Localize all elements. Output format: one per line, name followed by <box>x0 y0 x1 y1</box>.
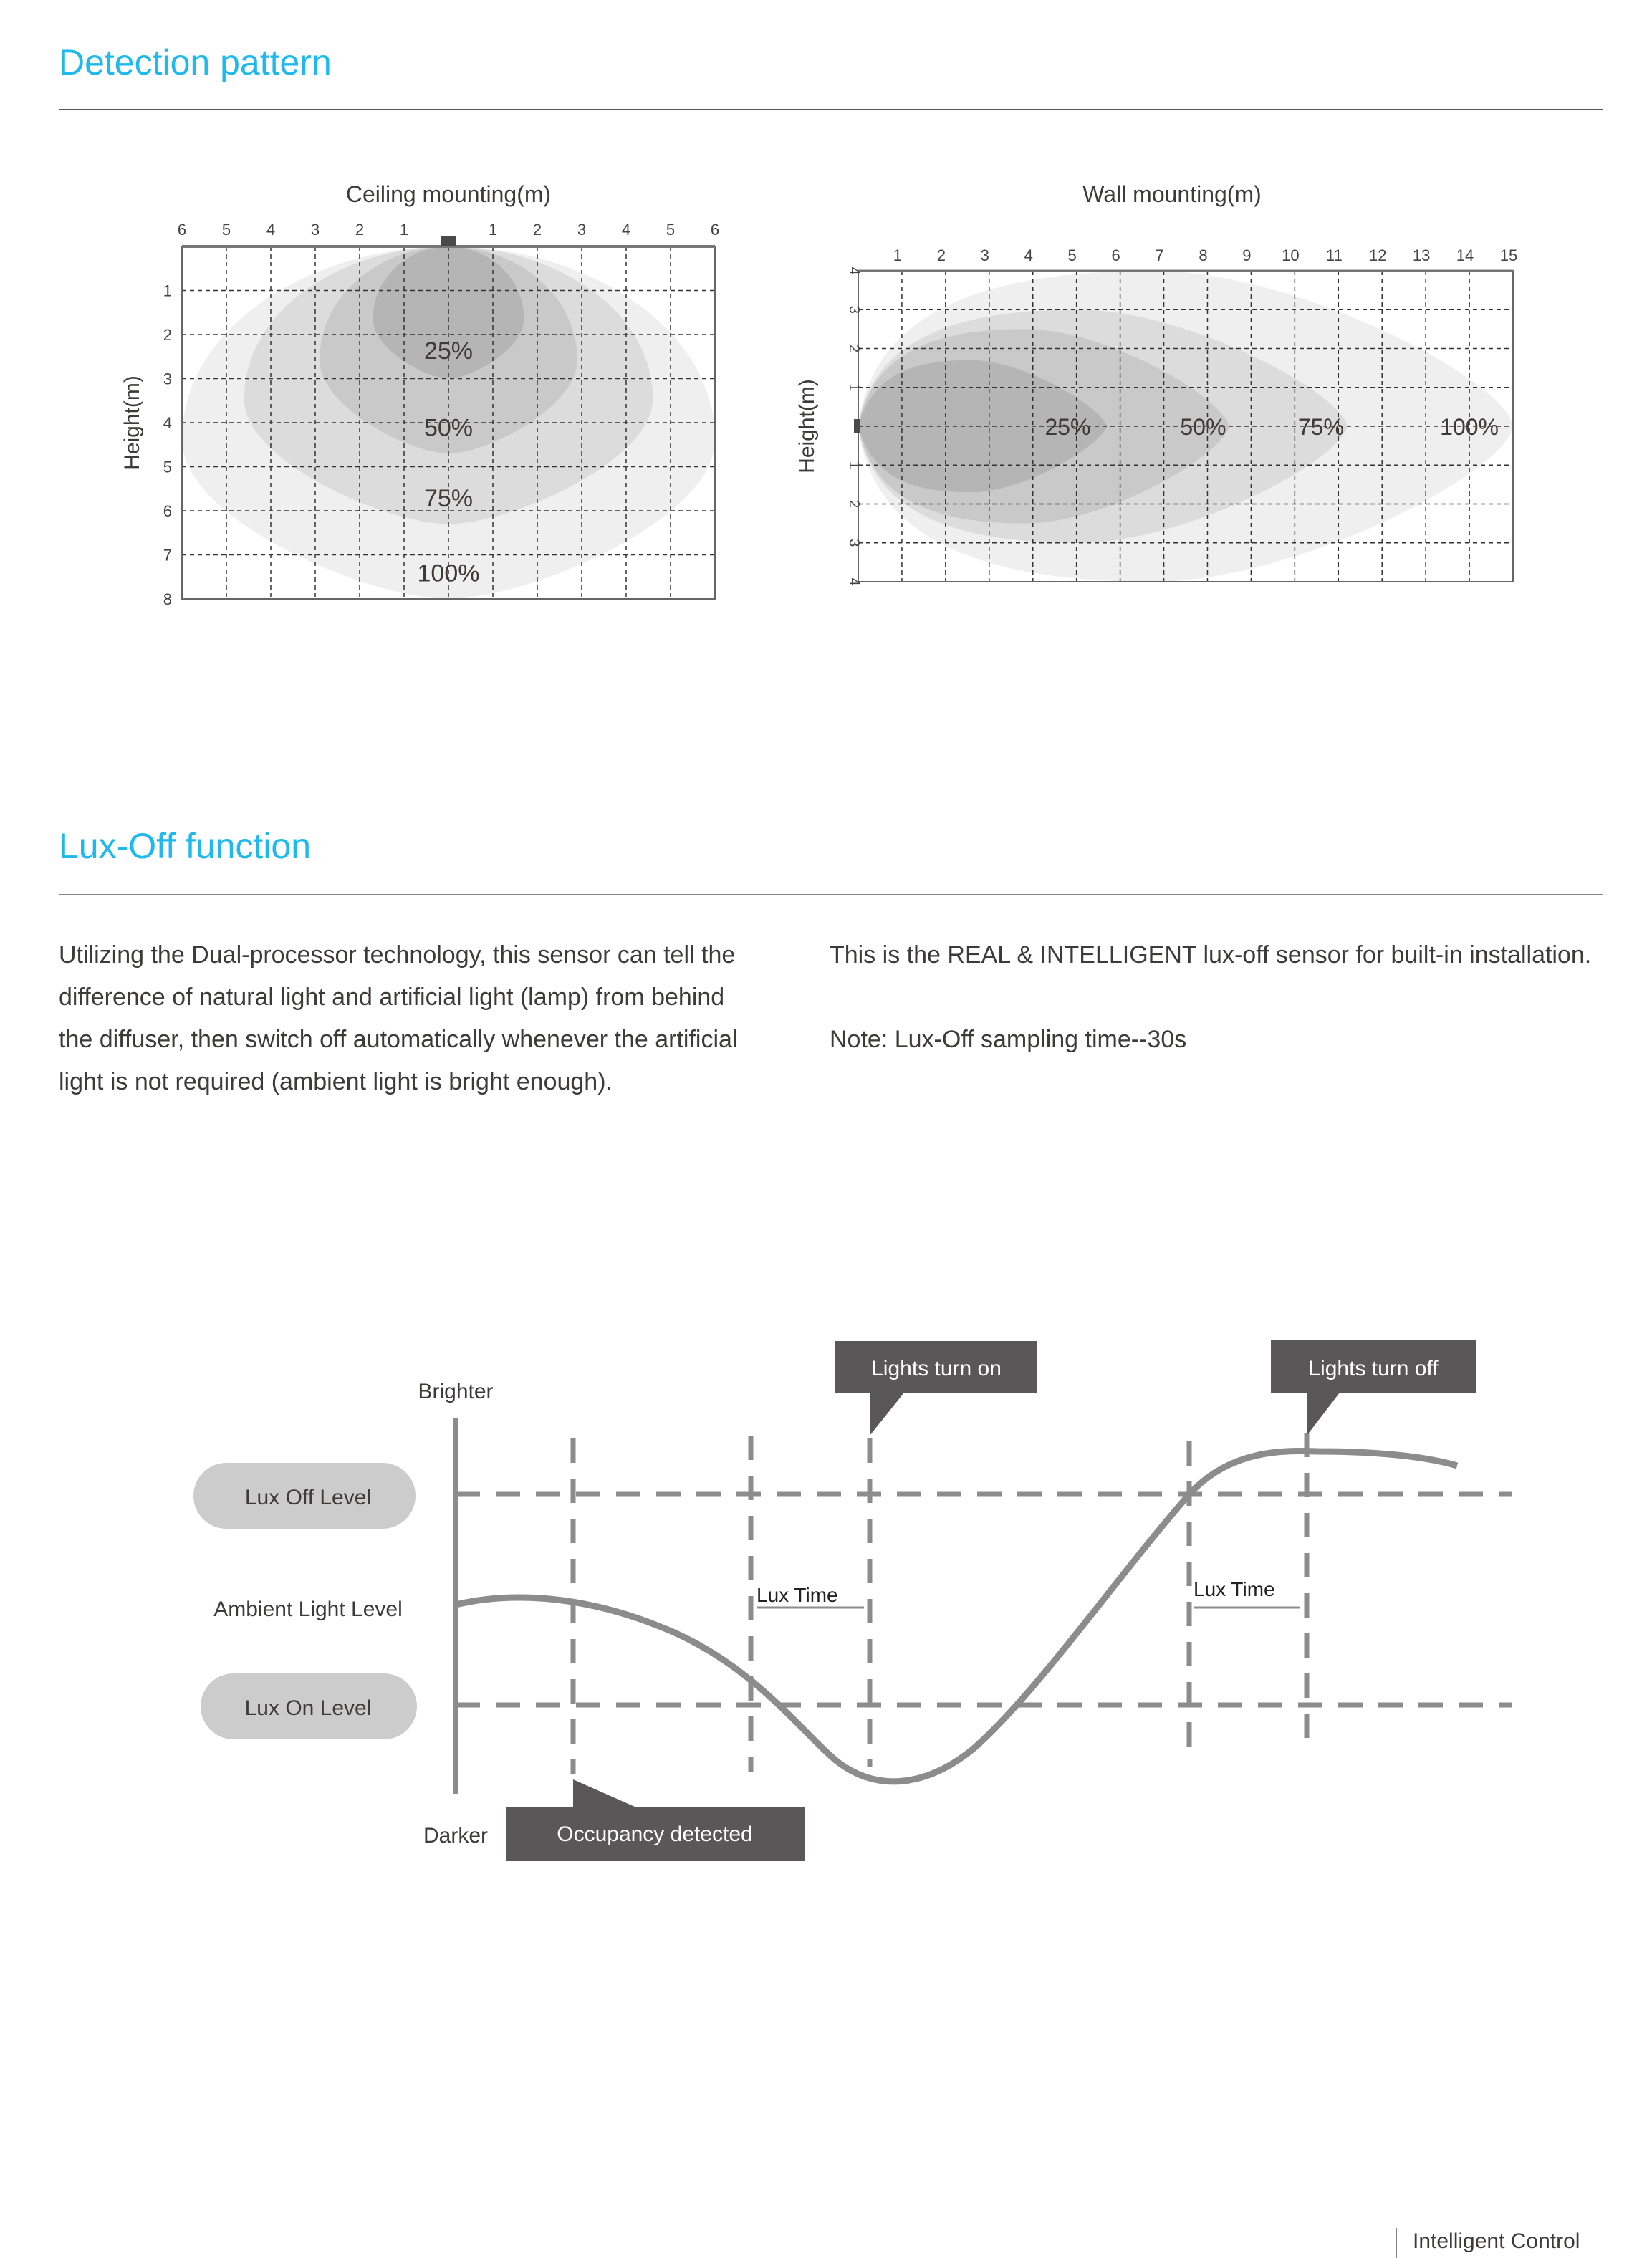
lux-time-label: Lux Time <box>757 1584 838 1606</box>
x-tick-label: 4 <box>1024 246 1033 264</box>
zone-label: 75% <box>1297 414 1344 440</box>
x-tick-label: 7 <box>1155 246 1164 264</box>
footer-label: Intelligent Control <box>1413 2229 1580 2253</box>
sensor-icon <box>854 419 860 433</box>
footer-divider <box>1396 2228 1397 2258</box>
y-axis-label: Height(m) <box>120 375 144 470</box>
y-tick-label: 4 <box>163 414 172 432</box>
brighter-label: Brighter <box>418 1380 494 1403</box>
x-tick-label: 6 <box>710 221 720 239</box>
luxoff-description <box>59 934 818 1103</box>
y-tick-label: 5 <box>163 458 172 476</box>
sensor-icon <box>441 236 456 246</box>
x-tick-label: 8 <box>1199 246 1208 264</box>
zone-label: 25% <box>1044 414 1091 440</box>
zone-label: 50% <box>423 414 474 442</box>
zone-label: 75% <box>423 484 474 512</box>
y-tick-label: 4 <box>846 577 862 586</box>
y-tick-label: 1 <box>163 282 172 300</box>
luxoff-summary: This is the REAL & INTELLIGENT lux-off sensor for built-in installation. <box>830 941 1592 969</box>
y-tick-label: 2 <box>846 499 862 509</box>
zone-label: 25% <box>423 337 474 365</box>
x-tick-label: 1 <box>399 221 409 239</box>
x-tick-label: 5 <box>666 221 676 239</box>
x-tick-label: 14 <box>1456 246 1474 264</box>
lights-on-label: Lights turn on <box>871 1357 1002 1380</box>
y-tick-label: 3 <box>163 370 172 388</box>
occupancy-callout <box>506 1779 805 1861</box>
y-tick-label: 2 <box>163 326 172 344</box>
x-tick-label: 5 <box>1067 246 1077 264</box>
x-tick-label: 3 <box>310 221 320 239</box>
x-tick-label: 11 <box>1325 246 1343 264</box>
x-tick-label: 6 <box>1111 246 1120 264</box>
x-tick-label: 5 <box>221 221 231 239</box>
darker-label: Darker <box>423 1824 489 1848</box>
lux-on-level-label: Lux On Level <box>244 1696 372 1720</box>
section-divider <box>59 109 1603 110</box>
x-tick-label: 3 <box>577 221 587 239</box>
x-tick-label: 4 <box>621 221 631 239</box>
x-tick-label: 9 <box>1242 246 1252 264</box>
x-tick-label: 4 <box>266 221 276 239</box>
ambient-light-level-label: Ambient Light Level <box>213 1598 403 1621</box>
paragraph-line: difference of natural light and artificial light (lamp) from behind <box>59 984 725 1011</box>
lux-time-label: Lux Time <box>1194 1578 1275 1600</box>
x-tick-label: 12 <box>1368 246 1387 264</box>
chart-title: Wall mounting(m) <box>1082 181 1262 207</box>
y-tick-label: 8 <box>163 590 172 608</box>
y-tick-label: 4 <box>846 266 862 275</box>
y-tick-label: 3 <box>846 539 862 547</box>
lights-on-callout <box>835 1341 1037 1436</box>
paragraph-line: Utilizing the Dual-processor technology, this sensor can tell the <box>59 941 736 969</box>
x-tick-label: 13 <box>1412 246 1431 264</box>
lights-off-label: Lights turn off <box>1308 1357 1439 1380</box>
x-tick-label: 2 <box>936 246 946 264</box>
y-tick-label: 1 <box>846 461 862 469</box>
x-tick-label: 2 <box>355 221 365 239</box>
y-axis-label: Height(m) <box>795 379 819 474</box>
x-tick-label: 1 <box>488 221 498 239</box>
ceiling-mounting-chart <box>107 172 738 616</box>
section-title-luxoff: Lux-Off function <box>59 826 312 866</box>
zone-label: 100% <box>417 559 480 587</box>
x-tick-label: 2 <box>532 221 542 239</box>
lux-off-level-label: Lux Off Level <box>244 1486 372 1509</box>
section-divider <box>59 894 1603 895</box>
paragraph-line: light is not required (ambient light is bright enough). <box>59 1068 613 1095</box>
y-tick-label: 7 <box>163 546 172 564</box>
lux-off-diagram <box>0 1318 1652 1891</box>
luxoff-note: Note: Lux-Off sampling time--30s <box>830 1026 1187 1053</box>
chart-title: Ceiling mounting(m) <box>345 181 552 207</box>
paragraph-line: the diffuser, then switch off automatically whenever the artificial <box>59 1026 738 1053</box>
y-tick-label: 6 <box>163 502 172 520</box>
zone-label: 100% <box>1440 414 1499 440</box>
x-tick-label: 3 <box>980 246 989 264</box>
zone-label: 50% <box>1180 414 1226 440</box>
x-tick-label: 10 <box>1282 246 1300 264</box>
occupancy-label: Occupancy detected <box>557 1822 753 1846</box>
x-tick-label: 6 <box>177 221 187 239</box>
x-tick-label: 1 <box>893 246 903 264</box>
y-tick-label: 1 <box>846 383 862 392</box>
y-tick-label: 3 <box>846 305 862 314</box>
y-tick-label: 2 <box>846 344 862 353</box>
wall-mounting-chart <box>788 172 1619 602</box>
x-tick-label: 15 <box>1499 246 1518 264</box>
lights-off-callout <box>1271 1340 1476 1436</box>
section-title-detection: Detection pattern <box>59 42 332 82</box>
